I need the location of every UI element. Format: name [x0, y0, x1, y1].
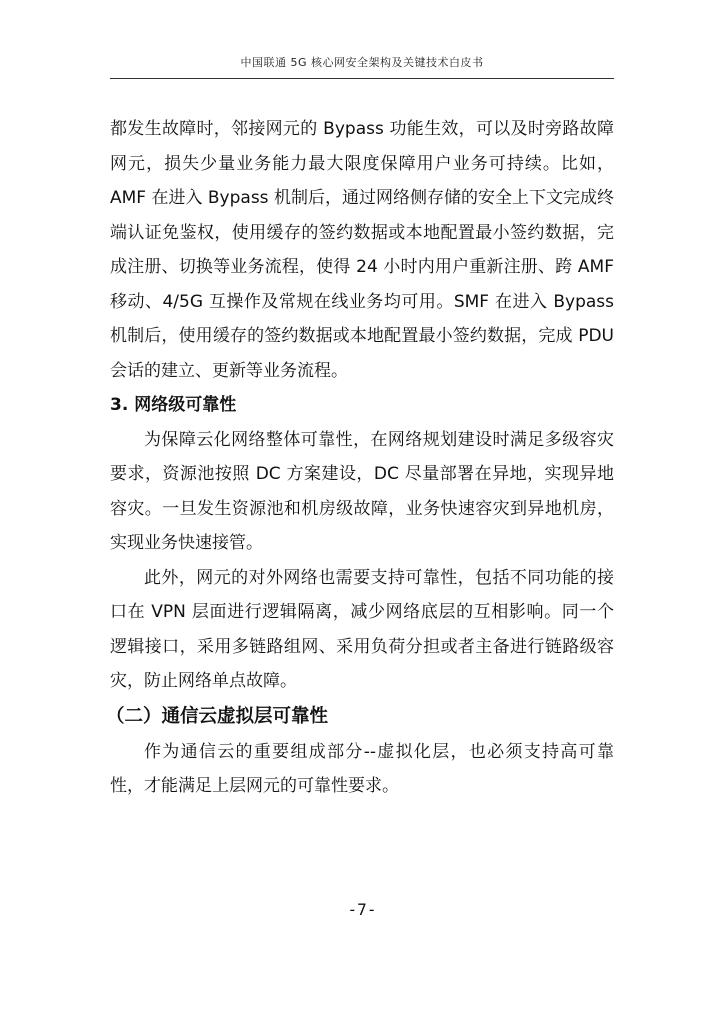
paragraph-bypass: 都发生故障时，邻接网元的 Bypass 功能生效，可以及时旁路故障网元，损失少量业务能力最大限度保障用户业务可持续。比如，AMF 在进入 Bypass 机制后，通过网络侧存储的安全上下文完成终端认证免鉴权，使用缓存的签约数据或本地配置最小签约数据，完成注册、切换等业务流程，使得 24 小时内用户重新注册、跨 AMF 移动、4/5G 互操作及常规在线业务均可用。SMF 在进入 Bypass 机制后，使用缓存的签约数据或本地配置最小签约数据，完成 PDU 会话的建立、更新等业务流程。: [110, 119, 614, 381]
page-number: -7-: [347, 900, 377, 919]
running-header: 中国联通 5G 核心网安全架构及关键技术白皮书: [240, 56, 484, 69]
section-heading-virtualization-reliability: （二）通信云虚拟层可靠性: [106, 705, 329, 727]
body-text: [106, 112, 614, 804]
header-divider: [110, 78, 614, 79]
paragraph-external-network: 此外，网元的对外网络也需要支持可靠性，包括不同功能的接口在 VPN 层面进行逻辑隔离，减少网络底层的互相影响。同一个逻辑接口，采用多链路组网、采用负荷分担或者主备进行链路级容灾，防止网络单点故障。: [110, 567, 614, 691]
paragraph-disaster-recovery: 为保障云化网络整体可靠性，在网络规划建设时满足多级容灾要求，资源池按照 DC 方案建设，DC 尽量部署在异地，实现异地容灾。一旦发生资源池和机房级故障，业务快速容灾到异地机房，实现业务快速接管。: [110, 429, 614, 553]
paragraph-virtualization-layer: 作为通信云的重要组成部分--虚拟化层，也必须支持高可靠性，才能满足上层网元的可靠性要求。: [110, 741, 614, 796]
section-heading-network-reliability: 3. 网络级可靠性: [110, 395, 237, 415]
